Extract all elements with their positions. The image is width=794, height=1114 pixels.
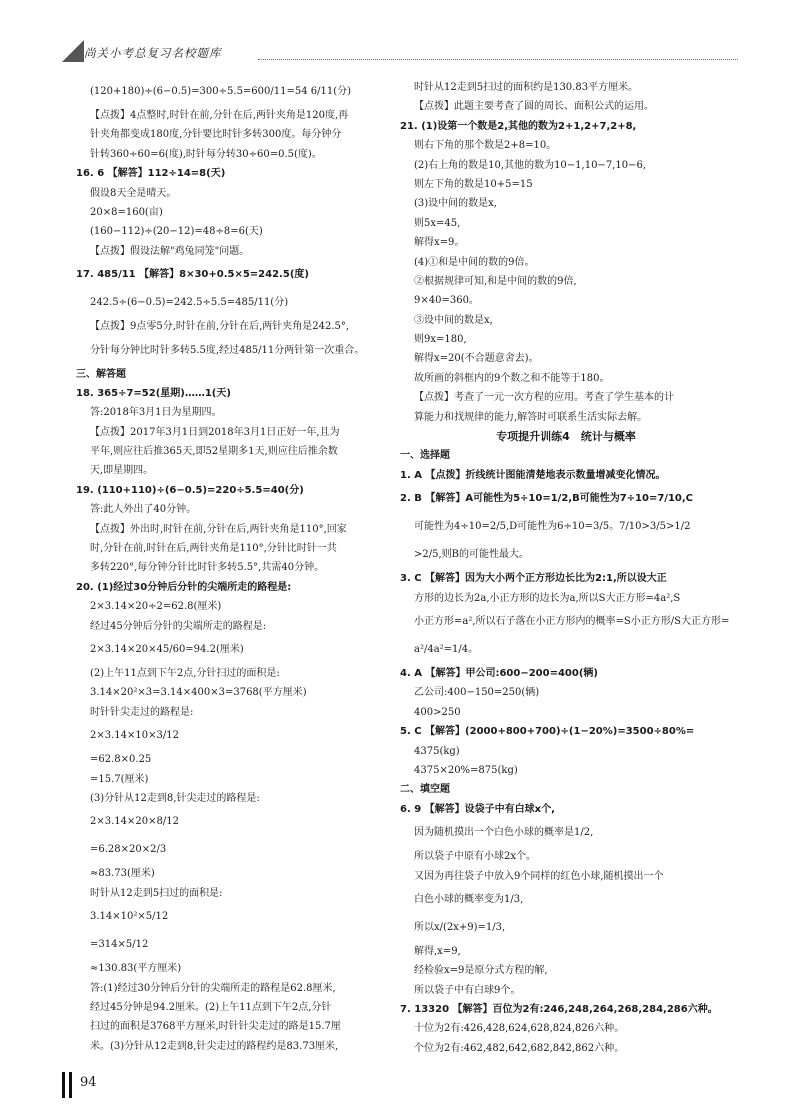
text-line: 4375×20%=875(kg) (414, 764, 518, 776)
text-line: 4. A 【解答】甲公司:600−200=400(辆) (400, 667, 598, 679)
text-line: 【点拨】外出时,时针在前,分针在后,两针夹角是110°,回家 (90, 523, 347, 535)
text-line: 白色小球的概率变为1/3, (414, 893, 524, 905)
text-line: (160−112)÷(20−12)=48÷8=6(天) (90, 226, 263, 238)
left-column (76, 78, 394, 1056)
text-line: 时针从12走到5扫过的面积是: (90, 887, 223, 899)
text-line: 则5x=45, (414, 217, 461, 229)
text-line: 平年,则应往后推365天,即52星期多1天,则应往后推余数 (90, 446, 338, 458)
text-line: 解得,x=9, (414, 945, 461, 957)
text-line: 16. 6 【解答】112÷14=8(天) (76, 168, 226, 180)
text-line: 则右下角的那个数是2+8=10。 (414, 140, 557, 152)
text-line: 小正方形=a²,所以石子落在小正方形内的概率=S小正方形/S大正方形= (414, 615, 730, 627)
text-line: 解得x=9。 (414, 237, 465, 249)
text-line: 可能性为4÷10=2/5,D可能性为6÷10=3/5。7/10>3/5>1/2 (414, 521, 691, 533)
text-line: ≈130.83(平方厘米) (90, 963, 182, 975)
text-line: 3. C 【解答】因为大小两个正方形边长比为2:1,所以设大正 (400, 573, 667, 585)
text-line: 17. 485/11 【解答】8×30+0.5×5=242.5(度) (76, 269, 309, 281)
text-line: 19. (110+110)÷(6−0.5)=220÷5.5=40(分) (76, 484, 304, 496)
text-line: 经检验x=9是原分式方程的解, (414, 965, 548, 977)
page-number: 94 (80, 1075, 97, 1090)
text-line: ③设中间的数是x, (414, 314, 493, 326)
text-line: 则9x=180, (414, 334, 467, 346)
text-line: 9×40=360。 (414, 295, 479, 307)
text-line: (2)右上角的数是10,其他的数为10−1,10−7,10−6, (414, 159, 647, 171)
text-line: 【点拨】考查了一元一次方程的应用。考查了学生基本的计 (414, 392, 674, 404)
text-line: =62.8×0.25 (90, 754, 152, 766)
text-line: 解得x=20(不合题意舍去)。 (414, 353, 539, 365)
text-line: 2×3.14×20÷2=62.8(厘米) (90, 601, 222, 613)
text-line: 答:(1)经过30分钟后分针的尖端所走的路程是62.8厘米, (90, 982, 336, 994)
text-line: (3)设中间的数是x, (414, 198, 497, 210)
text-line: 4375(kg) (414, 745, 460, 757)
text-line: 18. 365÷7=52(星期)……1(天) (76, 387, 231, 399)
text-line: a²/4a²=1/4。 (414, 643, 479, 655)
text-line: 2. B 【解答】A可能性为5÷10=1/2,B可能性为7÷10=7/10,C (400, 493, 693, 505)
text-line: 242.5÷(6−0.5)=242.5÷5.5=485/11(分) (90, 297, 289, 309)
text-line: 因为随机摸出一个白色小球的概率是1/2, (414, 827, 594, 839)
text-line: 【点拨】9点零5分,时针在前,分针在后,两针夹角是242.5°, (90, 321, 350, 333)
text-line: 【点拨】此题主要考查了圆的周长、面积公式的运用。 (414, 101, 654, 113)
text-line: 400>250 (414, 706, 461, 718)
text-line: 假设8天全是晴天。 (90, 187, 177, 199)
text-line: 个位为2有:462,482,642,682,842,862六种。 (414, 1042, 625, 1054)
text-line: 针夹角都变成180度,分针要比时针多转300度。每分钟分 (90, 129, 342, 141)
header-divider (258, 59, 738, 60)
text-line: =6.28×20×2/3 (90, 844, 167, 856)
text-line: 经过45分钟后分针的尖端所走的路程是: (90, 620, 267, 632)
text-line: 专项提升训练4 统计与概率 (496, 430, 636, 444)
text-line: 故所画的斜框内的9个数之和不能等于180。 (414, 372, 610, 384)
text-line: ②根据规律可知,和是中间的数的9倍, (414, 275, 577, 287)
text-line: 20. (1)经过30分钟后分针的尖端所走的路程是: (76, 581, 292, 593)
text-line: 扫过的面积是3768平方厘米,时针针尖走过的路是15.7厘 (90, 1021, 341, 1033)
text-line: 所以袋子中有白球9个。 (414, 984, 521, 996)
text-line: 三、解答题 (76, 368, 126, 380)
text-line: 20×8=160(亩) (90, 206, 163, 218)
text-line: 3.14×10²×5/12 (90, 911, 169, 923)
text-line: 21. (1)设第一个数是2,其他的数为2+1,2+7,2+8, (400, 120, 637, 132)
text-line: 一、选择题 (400, 450, 450, 462)
right-column (400, 78, 732, 1058)
text-line: 2×3.14×20×45/60=94.2(厘米) (90, 643, 244, 655)
text-line: 答:2018年3月1日为星期四。 (90, 407, 222, 419)
text-line: 7. 13320 【解答】百位为2有:246,248,264,268,284,286六种。 (400, 1004, 718, 1016)
text-line: (2)上午11点到下午2点,分针扫过的面积是: (90, 667, 280, 679)
text-line: 答:此人外出了40分钟。 (90, 504, 197, 516)
text-line: 所以袋子中原有小球2x个。 (414, 851, 537, 863)
header-title: 尚关小考总复习名校题库 (84, 46, 222, 60)
text-line: 【点拨】4点整时,时针在前,分针在后,两针夹角是120度,再 (90, 110, 349, 121)
text-line: =314×5/12 (90, 939, 149, 951)
text-line: 则左下角的数是10+5=15 (414, 178, 533, 190)
text-line: 多转220°,每分钟分针比时针多转5.5°,共需40分钟。 (90, 562, 325, 574)
text-line: (3)分针从12走到8,针尖走过的路程是: (90, 792, 260, 804)
text-line: 经过45分钟是94.2厘米。(2)上午11点到下午2点,分针 (90, 1001, 332, 1013)
text-line: 时,分针在前,时针在后,两针夹角是110°,分针比时针一共 (90, 543, 337, 555)
text-line: (4)①和是中间的数的9倍。 (414, 256, 535, 268)
text-line: 2×3.14×10×3/12 (90, 730, 179, 742)
text-line: =15.7(厘米) (90, 773, 149, 785)
text-line: 【点拨】2017年3月1日到2018年3月1日正好一年,且为 (90, 426, 340, 438)
text-line: 5. C 【解答】(2000+800+700)÷(1−20%)=3500÷80%= (400, 726, 695, 738)
text-line: 【点拨】假设法解"鸡兔同笼"问题。 (90, 245, 250, 257)
text-line: ≈83.73(厘米) (90, 868, 155, 880)
text-line: 二、填空题 (400, 784, 450, 796)
text-line: 时针针尖走过的路程是: (90, 706, 194, 718)
text-line: 米。(3)分针从12走到8,针尖走过的路程约是83.73厘米, (90, 1040, 339, 1052)
text-line: 时针从12走到5扫过的面积约是130.83平方厘米。 (414, 82, 639, 93)
text-line: 十位为2有:426,428,624,628,824,826六种。 (414, 1023, 625, 1035)
text-line: >2/5,则B的可能性最大。 (414, 549, 529, 561)
text-line: 算能力和找规律的能力,解答时可联系生活实际去解。 (414, 411, 648, 423)
text-line: 又因为再往袋子中放入9个同样的红色小球,随机摸出一个 (414, 870, 664, 882)
header-triangle-icon (62, 40, 84, 62)
text-line: 天,即星期四。 (90, 465, 154, 477)
text-line: 针转360÷60=6(度),时针每分转30÷60=0.5(度)。 (90, 148, 322, 160)
text-line: 分针每分钟比时针多转5.5度,经过485/11分两针第一次重合。 (90, 344, 365, 356)
text-line: 2×3.14×20×8/12 (90, 816, 179, 828)
text-line: 所以x/(2x+9)=1/3, (414, 921, 506, 933)
page-number-bar-icon (62, 1072, 72, 1098)
text-line: 3.14×20²×3=3.14×400×3=3768(平方厘米) (90, 687, 307, 699)
text-line: 6. 9 【解答】设袋子中有白球x个, (400, 803, 555, 815)
text-line: 1. A 【点拨】折线统计图能清楚地表示数量增减变化情况。 (400, 469, 666, 481)
text-line: (120+180)÷(6−0.5)=300÷5.5=600/11=54 6/11(分) (90, 86, 352, 97)
text-line: 乙公司:400−150=250(辆) (414, 687, 540, 699)
text-line: 方形的边长为2a,小正方形的边长为a,所以S大正方形=4a²,S (414, 592, 681, 604)
